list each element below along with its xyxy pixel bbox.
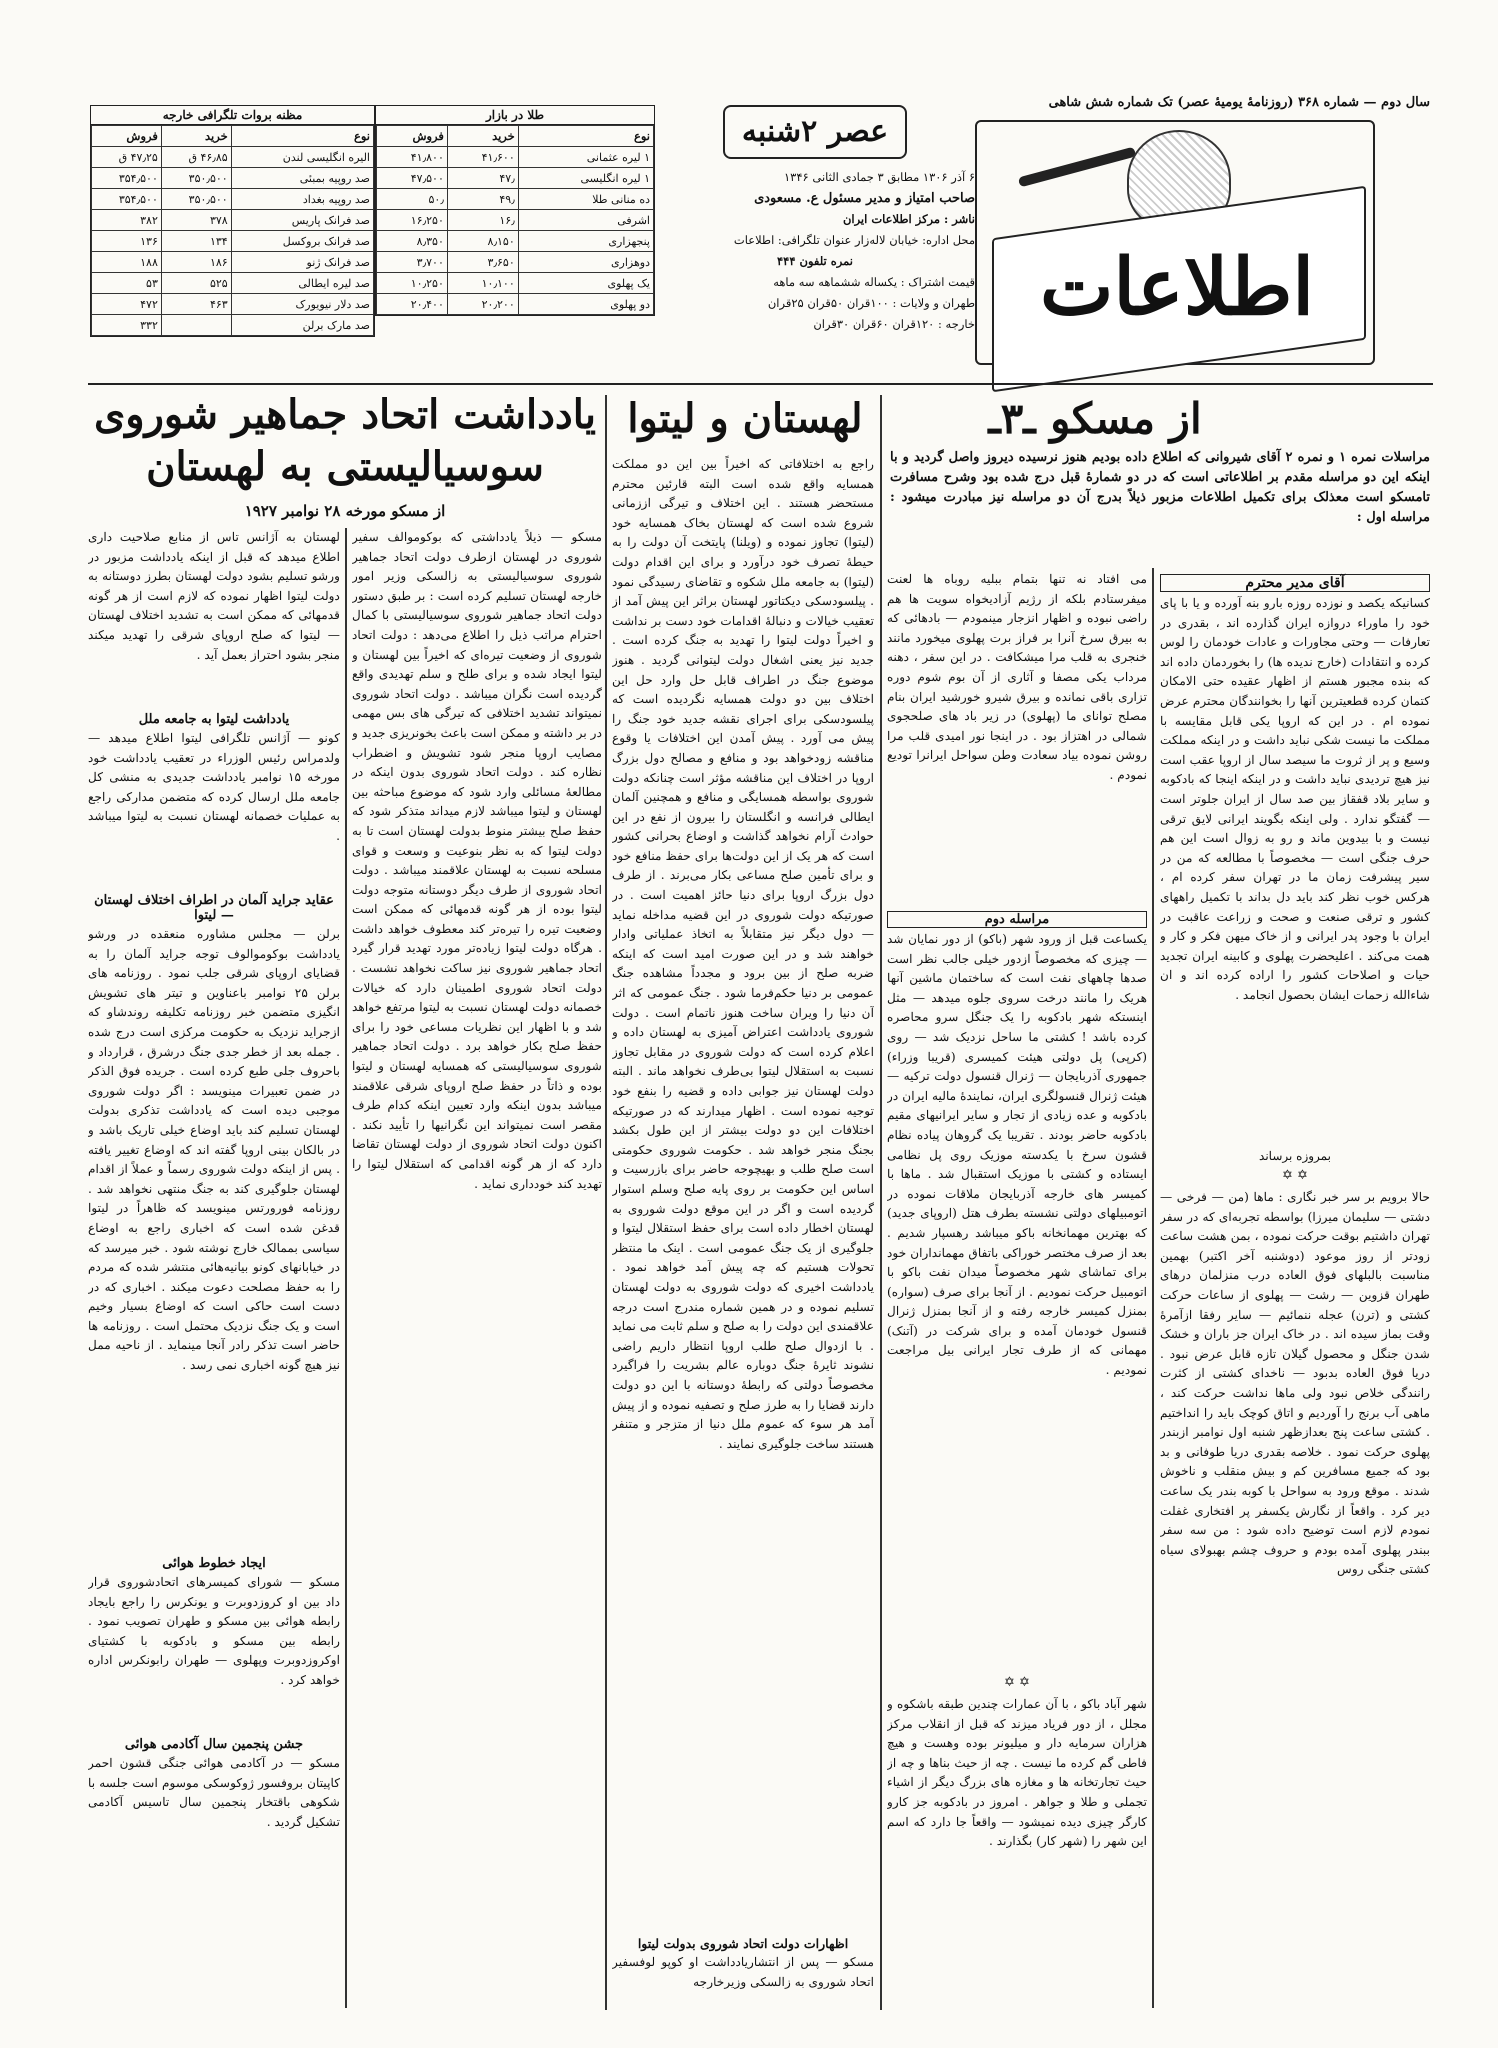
publisher: ناشر : مرکز اطلاعات ایران — [842, 212, 975, 226]
table-cell: ۳۸۲ — [92, 210, 162, 231]
column-divider — [605, 395, 607, 2010]
section-star-icon: ✡ ✡ — [1004, 1675, 1030, 1690]
table-cell: ۱۳۴ — [161, 231, 231, 252]
fx-table-caption: مظنه بروات تلگرافی خارجه — [91, 106, 374, 125]
table-cell: ۳۵۰٫۵۰۰ — [161, 168, 231, 189]
moscow-column-a — [1160, 568, 1430, 2008]
table-row — [377, 273, 654, 294]
table-cell: ۳۷۸ — [161, 210, 231, 231]
table-row — [92, 315, 374, 336]
poland-headline: لهستان و لیتوا — [627, 395, 863, 442]
moscow-col-b2-text: یکساعت قبل از ورود شهر (باکو) از دور نمایان شد — چیزی که مخصوصاً ازدور خیلی جالب نظر است صدها چاههای نفت است که ساختمان ماشین آنها هریک را مانند درخت سروی جلوه میدهد — مثل اینستکه شهر بادکوبه را یک جنگل سرو محاصره کرده باشد ! کشتی ما ساحل نزدیک شد — روی (کرپی) پل دولتی هیئت کمیسری (قریبا وزراء) جمهوری آذربایجان — ژنرال قنسول دولت ترکیه — هیئت ژنرال قنسولگری ایران، نمایندهٔ مالیه ایران در بادکوبه و عده زیادی از تجار و سایر ایرانیهای مقیم بادکوبه حاضر بودند . تقریبا یک گروهان پیاده نظام قشون سرخ با یکدسته موزیک روی پل نظامی ایستاده و کشتی با موزیک استقبال شد . ماها با کمیسر های خارجه آذربایجان ملاقات نموده در اتومبیلهای دولتی نشسته بطرف هتل (اروپای جدید) که بهترین مهمانخانه باکو میباشد رهسپار شدیم . بعد از صرف مختصر خوراکی باتفاق مهمانداران خود برای تماشای شهر مخصوصاً میدان نفت باکو با اتومبیل حرکت نمودیم . از آنجا برای صرف (سواره) بمنزل کمیسر خارجه رفته و از آنجا بمنزل ژنرال قنسول خودمان آمده و برای شرکت در (آتنک) مهمانی که از طرف تجار ایرانی بیل مراجعت نمودیم . — [887, 932, 1147, 1378]
table-cell — [161, 315, 231, 336]
table-cell: ۱۸۸ — [92, 252, 162, 273]
subscription-abroad: خارجه : ۱۲۰قران ۶۰قران ۳۰قران — [813, 317, 975, 331]
note-sub-league: یادداشت لیتوا به جامعه ملل — [138, 712, 290, 727]
note-column-right: مسکو — ذیلاً یادداشتی که بوکوموالف سفیر شوروی در لهستان ازطرف دولت اتحاد جماهیر شوروی سوسیالیستی به زالسکی وزیر امور خارجه لهستان تسلیم کرده است : بر طبق دستور دولت اتحاد جماهیر شوروی سوسیالیستی با کمال احترام مراتب ذیل را اطلاع می‌دهد : دولت اتحاد شوروی از وضعیت تیره‌ای که اخیراً بین لهستان و لیتوا ایجاد شده و برای طلح و سلم تهدیدی واقع گردیده است نگران میباشد . دولت اتحاد شوروی نمیتواند تشدید اختلافی که تیرگی های بس مهمی در بر داشته و ممکن است باعث بخونریزی جدید و مصایب اروپا منجر شود تشویش و اضطراب نظاره کند . دولت اتحاد شوروی بدون اینکه در مطالعهٔ مسائلی وارد شود که موضوع مباحثه بین لهستان و لیتوا میباشد لازم میداند متذکر شود که حفظ صلح بیشتر منوط بدولت لهستان است تا به دولت لیتوا که به نظر بنوعیت و وسعت و قوای مسلحه نسبت به لهستان علاقمند میباشد . دولت اتحاد شوروی از طرف دیگر دوستانه متوجه دولت لیتوا بوده از هر گونه قدمهائی که ممکن است وضعیت تیره را تیره‌تر کند معطوف خواهد داشت . هرگاه دولت لیتوا زیاده‌تر مورد تهدید قرار گیرد اتحاد جماهیر شوروی نیز ساکت نخواهد نشست . دولت اتحاد شوروی اطمینان دارد که خیالات خصمانه دولت لهستان نسبت به لیتوا مرتفع خواهد شد و با اظهار این نظریات مساعی خود را برای حفظ صلح بکار خواهد برد . دولت اتحاد جماهیر شوروی سوسیالیستی که همسایه لهستان و لیتوا بوده و ذاتاً در حفظ صلح اروپای شرقی علاقمند میباشد بدون اینکه وارد تعیین اینکه کدام طرف مقصر است نمیتواند این نگرانیها را تأیید نکند . اکنون دولت اتحاد شوروی از دولت لهستان تقاضا دارد که از هر گونه اقدامی که استقلال لیتوا را تهدید کند خودداری نماید . — [352, 530, 602, 1191]
moscow-col-a2-text: حالا برویم بر سر خبر نگاری : ماها (من — فرخی — دشتی — سلیمان میرزا) بواسطه تجربه‌ای که در سفر تهران داشتیم بوقت حرکت نموده ، بمن هشت ساعت زودتر از روز موعود (دوشنبه آخر اکتبر) بهمین مناسبت بالبلهای فوق العاده درب منزلمان درهای طهران قزوین — رشت — پهلوی از ساعات حرکت کشتی و (ترن) عجله ننمائیم — سایر رفقا ازآمرهٔ وقت بماز سیده اند . در خاک ایران جز باران و خشک شدن جنگل و محصول گیلان تازه قابل عرض نبود . دریا فوق العاده بدبود — ناخدای کشتی از کثرت رانندگی خلاص نبود ولی ماها نداشت حرکت کند ، ماهی آب برنج را آوردیم و اتاق کوچک باید را انداختیم . کشتی ساعت پنج بعدازظهر شنبه اول نوامبر ازبندر پهلوی حرکت نمود . خلاصه بقدری دریا طوفانی و بد بود که جمیع مسافرین کم و بیش منقلب و ناخوش شدند . موقع ورود به سواحل با کوبه بندر یک ساعت دیر کرد . واقعاً از نگارش یکسفر پر افتخاری غفلت نمودم لازم است توضیح داده شود : من سه سفر ببندر پهلوی آمده بودم و حروف چشم بهبولای سیاه کشتی جنگی روس — [1160, 1190, 1430, 1577]
table-cell: ۱۶٫۲۵۰ — [377, 210, 448, 231]
note-sub-academy: جشن پنجمین سال آکادمی هوائی — [124, 1737, 304, 1752]
table-cell: ۴۶٫۸۵ ق — [161, 147, 231, 168]
table-cell: صد فرانک بروکسل — [231, 231, 373, 252]
table-cell: ۱۳۶ — [92, 231, 162, 252]
gold-header-type: نوع — [518, 126, 653, 147]
note-col-l2-text: کونو — آژانس تلگرافی لیتوا اطلاع میدهد — ولدمراس رئیس الوزراء در تعقیب یادداشت خود مورخه ۱۵ نوامبر یادداشت جدیدی به منشی کل جامعه ملل ارسال کرده که متضمن مدارکی راجع به عملیات خصمانه لهستان نسبت به لیتوا میباشد . — [88, 731, 340, 843]
table-row — [377, 210, 654, 231]
moscow-sub-second-letter: مراسله دوم — [887, 911, 1147, 928]
table-row — [377, 168, 654, 189]
newspaper-brand: اطلاعات — [1039, 242, 1315, 333]
table-cell: ۱۶٫ — [447, 210, 518, 231]
note-sub-german-press: عقاید جراید آلمان در اطراف اختلاف لهستان — لیتوا — [94, 893, 334, 923]
masthead-rule — [88, 383, 1433, 385]
column-divider — [880, 395, 882, 2010]
table-cell: صد دلار نیویورک — [231, 294, 373, 315]
table-row — [377, 147, 654, 168]
herald-trumpet-icon — [1018, 147, 1136, 188]
table-cell: ۴۱٫۸۰۰ — [377, 147, 448, 168]
table-row — [92, 168, 374, 189]
table-cell: صد روپیه بمبئی — [231, 168, 373, 189]
masthead-logo — [975, 120, 1375, 365]
table-row — [92, 294, 374, 315]
poland-subhead: اظهارات دولت اتحاد شوروی بدولت لیتوا — [637, 1936, 849, 1951]
day-title: عصر ۲شنبه — [723, 105, 907, 159]
table-cell: ۳۵۰٫۵۰۰ — [161, 189, 231, 210]
date-line: ۶ آذر ۱۳۰۶ مطابق ۳ جمادی الثانی ۱۳۴۶ — [783, 170, 975, 184]
moscow-intro: مراسلات نمره ۱ و نمره ۲ آقای شیروانی که اطلاع داده بودیم هنوز نرسیده دیروز واصل گردید و با اینکه این دو مراسله مقدم بر اطلاعاتی است که در دو شمارهٔ قبل درج شده بود وشرح مسافرت تامسکو است معذلک برای تکمیل اطلاعات مزبور ذیلاً بدرج آن دو مراسله نیز مبادرت میشود : مراسله اول : — [890, 450, 1430, 525]
table-cell: ۸٫۱۵۰ — [447, 231, 518, 252]
table-cell: صد فرانک ژنو — [231, 252, 373, 273]
poland-article — [612, 455, 874, 2010]
moscow-salutation: آقای مدیر محترم — [1160, 574, 1430, 592]
table-cell: الیره انگلیسی لندن — [231, 147, 373, 168]
moscow-headline: از مسکو ـ۳ـ — [988, 394, 1202, 443]
note-col-l-text: لهستان به آژانس تاس از منابع صلاحیت داری اطلاع میدهد که قبل از اینکه یادداشت مزبور در ورشو تسلیم بشود دولت لهستان بطرز دوستانه به دولت لیتوا اظهار نموده که لازم است از هر گونه قدمهائی که ممکن است به تشدید اختلاف لهستان — لیتوا که صلح اروپای شرقی را تهدید میکند منجر بشود احتراز بعمل آید . — [88, 530, 340, 662]
note-headline-2: سوسیالیستی به لهستان — [146, 443, 544, 490]
table-cell: دوهزاری — [518, 252, 653, 273]
moscow-column-b — [887, 570, 1147, 2010]
table-cell: یک پهلوی — [518, 273, 653, 294]
poland-body: راجع به اختلافاتی که اخیراً بین این دو مملکت همسایه واقع شده است البته قارئین محترم مستحضر هستند . این اختلاف و تیرگی اززمانی شروع شده است که لهستان بخاک همسایه خود (لیتوا) تجاوز نموده و (ویلنا) پایتخت آن دولت را به حیطهٔ تصرف خود درآورد و برای این اقدام دولت (لیتوا) به جامعه ملل شکوه و تقاضای رسیدگی نمود . پیلسودسکی دیکتاتور لهستان براثر این پیش آمد از تعقیب خیالات و دنبالهٔ اقدامات خود دست بر نداشت و اخیراً دولت لیتوا را تهدید به جنگ کرده است . جدید نیز یعنی اشغال دولت لیتوانی گردید . هنوز موضوع جنگ در اطراف قابل حل وارد حل این اختلاف بین دو دولت همسایه نگردیده است که پیلسودسکی برای اجرای نقشه جدید خود جنگ را پیش می آورد . پیش آمدن این اختلافات یا وقوع مناقشه زودخواهد بود و منافع و مصالح دول بزرگ اروپا در اختلاف این مناقشه مؤثر است چنانکه دولت شوروی بواسطه همسایگی و منافع و همچنین آلمان ایطالی فرانسه و انگلستان را بیرون از نفع در این حوادث آرام نخواهد گذاشت و اوضاع بحرانی کشور است که هر یک از این دولت‌ها برای حفظ منافع خود و برای تأمین صلح مساعی بکار می‌برند . از طرف دول بزرگ اروپا برای دنیا حائز اهمیت است . در صورتیکه دولت شوروی در این قضیه مداخله نماید — دول دیگر نیز متقابلاً به اتخاذ عملیاتی وادار خواهند شد و در این صورت امید است که اینکه ضربه صلح از بین برود و مجدداً مشاهده جنگ عمومی بر دنیا حکم‌فرما شود . جنگ عمومی که اثر آن دنیا را ویران ساخت هنوز ناتمام است . دولت شوروی یادداشت اعتراض آمیزی به لهستان داده و اعلام کرده است که دولت شوروی در مقابل تجاوز نسبت به استقلال لیتوا بی‌طرف نخواهد ماند . البته دولت لهستان نیز جوابی داده و قضیه را بنفع خود توجیه نموده است . اظهار میدارند که در صورتیکه اختلافات این دو دولت بیشتر از این طول بکشد بجنگ منجر خواهد شد . حکومت شوروی حکومتی است صلح طلب و بهیچوجه حاضر برای بازرسیت و اساس این حکومت بر روی پایه صلح وسلم استوار گردیده است و اگر در این موقع دولت شوروی به لهستان اخطار داده است برای حفظ استقلال لیتوا و جلوگیری از یک جنگ عمومی است . اینک ما منتظر تحولات هستیم که چه پیش آمد خواهد نمود . یادداشت اخیری که دولت شوروی به دولت لهستان تسلیم نموده و در همین شماره مندرج است درجه علاقمندی این دولت را به صلح و سلم ثابت می نماید . با ازدوال صلح طلب اروپا انتظار داریم راضی نشوند ثایرهٔ جنگ دوباره عالم بشریت را فراگیرد مخصوصاً دولتی که رابطهٔ دوستانه با این دو دولت دارند قضایا را به طرز صلح و تصفیه نموده و از پیش آمد هر سوء که عموم ملل دنیا از متزجر و متنفر هستند ساخت جلوگیری نمایند . — [612, 457, 874, 1451]
table-cell: ۴۷٫ — [447, 168, 518, 189]
subscription-head: قیمت اشتراک : یکساله ششماهه سه ماهه — [773, 275, 975, 289]
table-cell: ۵۲۵ — [161, 273, 231, 294]
table-row — [92, 189, 374, 210]
phone: نمره تلفون ۴۴۴ — [777, 254, 853, 268]
section-star-icon: ✡ ✡ — [1282, 1168, 1308, 1183]
column-divider — [1152, 568, 1154, 2008]
proprietor: صاحب امتیاز و مدیر مسئول ع. مسعودی — [754, 191, 975, 206]
moscow-col-a-text: کسانیکه یکصد و نوزده روزه بارو بنه آورده و یا با پای خود را ماوراء دروازه ایران گذارده اند ، بقدری در تعارفات — وحتی مجاورات و عادات خودمان را لوس کرده و انتقادات (خارج ندیده ها) را بخوردمان داده اند که بنده مجبور هستم از اظهار عقیده حتی الامکان کتمان کرده قطعیترین آنها را بخوانندگان محترم عرض نموده ام . در این که اروپا یکی قابل مقایسه با مملکت ما نیست شکی نباید داشت و در اینکه مملکت وسیع و پر از ثروت ما سیصد سال از اروپا عقب است نیز هیچ تردیدی نباید داشت و در اینکه اینجا که بادکوبه و سایر بلاد قفقاز بین صد سال از ایران جلوتر است — گفتگو ندارد . ولی اینکه بگویند ایرانی لایق ترقی نیست و با بیدوین ماند و رو به زوال است این هم حرف جنگی است — مخصوصاً با مطالعه که من در سیر پیشرفت زمان ما در تهران سفر کرده ام ، هرکس خوب نظر کند باید دل بداند با تکمیل راههای کشور و ترقی صنعت و صحت و زراعت عاقبت در ایران با وجود پدر ایرانی و از خاک میهن فکر و کار و همت می‌کند . اعلیحضرت پهلوی و کابینه ایران تجدید حیات و اصلاحات کشور را اراده کرده اند و ان شاءالله زحمات ایشان بحصول انجامد . — [1160, 596, 1430, 1002]
table-row — [377, 294, 654, 315]
table-row — [92, 252, 374, 273]
poland-end-text: مسکو — پس از انتشاریادداشت او کوپو لوفسفیر اتحاد شوروی به زالسکی وزیرخارجه — [612, 1955, 874, 1989]
table-cell: ۱۰٫۱۰۰ — [447, 273, 518, 294]
table-row — [377, 231, 654, 252]
masthead-top-line: سال دوم — شماره ۳۶۸ (روزنامهٔ یومیهٔ عصر) تک شماره شش شاهی — [1048, 95, 1430, 110]
moscow-col-a-end: بمروزه برساند — [1259, 1149, 1331, 1163]
table-cell: ۵۰٫ — [377, 189, 448, 210]
fx-header-type: نوع — [231, 126, 373, 147]
moscow-col-b3-text: شهر آباد باکو ، با آن عمارات چندین طبقه باشکوه و مجلل ، از دور فریاد میزند که قبل از انقلاب مرکز هزاران سرمایه دار و میلیونر بوده وهست و هیچ فاطی گم کرده ما نیست . چه از حیث بناها و چه از حیث تجارتخانه ها و مغازه های بزرگ دیگر از اشیاء تجملی و طلا و جواهر . امروز در بادکوبه جز کارو کارگر چیزی دیده نمیشود — واقعاً جا دارد که اسم این شهر را (شهر کار) بگذارند . — [887, 1697, 1147, 1849]
table-cell: دو پهلوی — [518, 294, 653, 315]
table-cell: ۲۰٫۲۰۰ — [447, 294, 518, 315]
table-cell: اشرفی — [518, 210, 653, 231]
table-row — [92, 210, 374, 231]
table-row — [92, 231, 374, 252]
note-sub-air-lines: ایجاد خطوط هوائی — [162, 1556, 266, 1571]
table-cell: پنجهزاری — [518, 231, 653, 252]
moscow-col-b-text: می افتاد نه تنها بتمام ببلیه روباه ها لعنت میفرستادم بلکه از رژیم آزادیخواه سویت ها هم راضی نبوده و اظهار انزجار مینمودم — بادهائی که به بیرق سرخ آنرا بر فراز برت پهلوی میخورد مانند خنجری به قلب مرا میشکافت . در این سفر ، دهنه مرداب یکی مصفا و آثاری از آن بوم شوم دوره تزاری باقی نمانده و بیرق شیرو خورشید ایران بنام مصلح توانای ما (پهلوی) در زیر باد های صلحجوی شمالی در اهتزاز بود . در اینجا نور امیدی قلب مرا روشن نموده بیاد سعادت وطن سواحل ایرانرا تودیع نمودم . — [887, 572, 1147, 782]
table-cell: ۱ لیره عثمانی — [518, 147, 653, 168]
gold-price-table — [375, 105, 655, 316]
table-cell: ۳٫۷۰۰ — [377, 252, 448, 273]
subscription-tehran: طهران و ولایات : ۱۰۰قران ۵۰قران ۲۵قران — [767, 296, 975, 310]
table-cell: صد لیره ایطالی — [231, 273, 373, 294]
column-divider — [345, 528, 347, 2008]
table-cell: ۴۹٫ — [447, 189, 518, 210]
table-cell: ۲۰٫۴۰۰ — [377, 294, 448, 315]
table-cell: ۳٫۶۵۰ — [447, 252, 518, 273]
table-row — [92, 147, 374, 168]
note-col-l5-text: مسکو — در آکادمی هوائی جنگی قشون احمر کاپیتان بروفسور ژوکوسکی موسوم است جلسه با شکوهی باقتخار پنجمین سال تاسیس آکادمی تشکیل گردید . — [88, 1756, 340, 1829]
note-column-left — [88, 528, 340, 2008]
table-cell: ۱۸۶ — [161, 252, 231, 273]
table-cell: ۴۷٫۵۰۰ — [377, 168, 448, 189]
table-cell: ۴۷٫۲۵ ق — [92, 147, 162, 168]
gold-header-sell: فروش — [377, 126, 448, 147]
table-cell: ۴۷۲ — [92, 294, 162, 315]
table-cell: ۵۳ — [92, 273, 162, 294]
address: محل اداره: خیابان لاله‌زار عنوان تلگرافی: اطلاعات — [733, 233, 975, 247]
table-cell: صد مارک برلن — [231, 315, 373, 336]
table-row — [377, 252, 654, 273]
gold-header-buy: خرید — [447, 126, 518, 147]
fx-header-buy: خرید — [161, 126, 231, 147]
publication-info — [655, 105, 975, 365]
table-cell: ۴۱٫۶۰۰ — [447, 147, 518, 168]
table-cell: ۱ لیره انگلیسی — [518, 168, 653, 189]
table-cell: ۳۵۴٫۵۰۰ — [92, 189, 162, 210]
table-cell: صد فرانک پاریس — [231, 210, 373, 231]
table-row — [377, 189, 654, 210]
fx-header-sell: فروش — [92, 126, 162, 147]
note-dateline: از مسکو مورخه ۲۸ نوامبر ۱۹۲۷ — [244, 502, 446, 520]
note-headline-1: یادداشت اتحاد جماهیر شوروی — [93, 391, 597, 438]
table-cell: صد روپیه بغداد — [231, 189, 373, 210]
table-cell: ۱۰٫۲۵۰ — [377, 273, 448, 294]
table-cell: ده منانی طلا — [518, 189, 653, 210]
table-cell: ۳۳۲ — [92, 315, 162, 336]
note-col-l3-text: برلن — مجلس مشاوره منعقده در ورشو یادداشت بوکوموالوف توجه جراید آلمان را به قضایای اروپای شرقی جلب نمود . روزنامه های برلن ۲۵ نوامبر باعناوین و تیتر های تشویش انگیزی متضمن خبر روزنامه تکلیفه روندشاو که ازجراید نزدیک به حکومت مرکزی است درج شده . جمله بعد از خطر جدی جنگ درشرق ، قرارداد و باحروف جلی طبع کرده است . جریده فوق الذکر در ضمن تعبیرات مینویسد : اگر دولت شوروی موجبی دیده است که یادداشت تذکری بدولت لهستان تسلیم کند باید اوضاع خیلی تاریک باشد و در بالکان بینی اروپا گفته اند که اوضاع تغییر یافته . پس از اینکه دولت شوروی رسماً و عملاً از اقدام لهستان جلوگیری کند به جنگ منتهی نخواهد شد . روزنامه فورورتس مینویسد که ظاهراً در لیتوا قدغن شده است که اخباری راجع به اوضاع سیاسی بممالک خارج نوشته شود . خبر میرسد که در خیابانهای کونو بیانیه‌هائی منتشر شده که مردم را به حفظ مصلحت دعوت میکند . اخباری که در دست است حاکی است که اوضاع بسیار وخیم است و یک جنگ نزدیک محتمل است . روزنامه ها حاضر است تذکر رادر آنجا مینماید . از ناحیه ممل نیز هیچ گونه اخباری نمی رسد . — [88, 927, 340, 1373]
note-col-l4-text: مسکو — شورای کمیسرهای اتحادشوروی قرار داد بین او کروزدوبرت و یونکرس را راجع بایجاد رابطه هوائی بین مسکو و طهران تصویب نمود . رابطه بین مسکو و بادکوبه با کشتیای اوکروزدوبرت وپهلوی — طهران رابونکرس اداره خواهد کرد . — [88, 1575, 340, 1687]
table-row — [92, 273, 374, 294]
table-cell: ۳۵۴٫۵۰۰ — [92, 168, 162, 189]
fx-rate-table — [90, 105, 375, 337]
table-cell: ۴۶۳ — [161, 294, 231, 315]
gold-table-caption: طلا در بازار — [376, 106, 654, 125]
table-cell: ۸٫۳۵۰ — [377, 231, 448, 252]
